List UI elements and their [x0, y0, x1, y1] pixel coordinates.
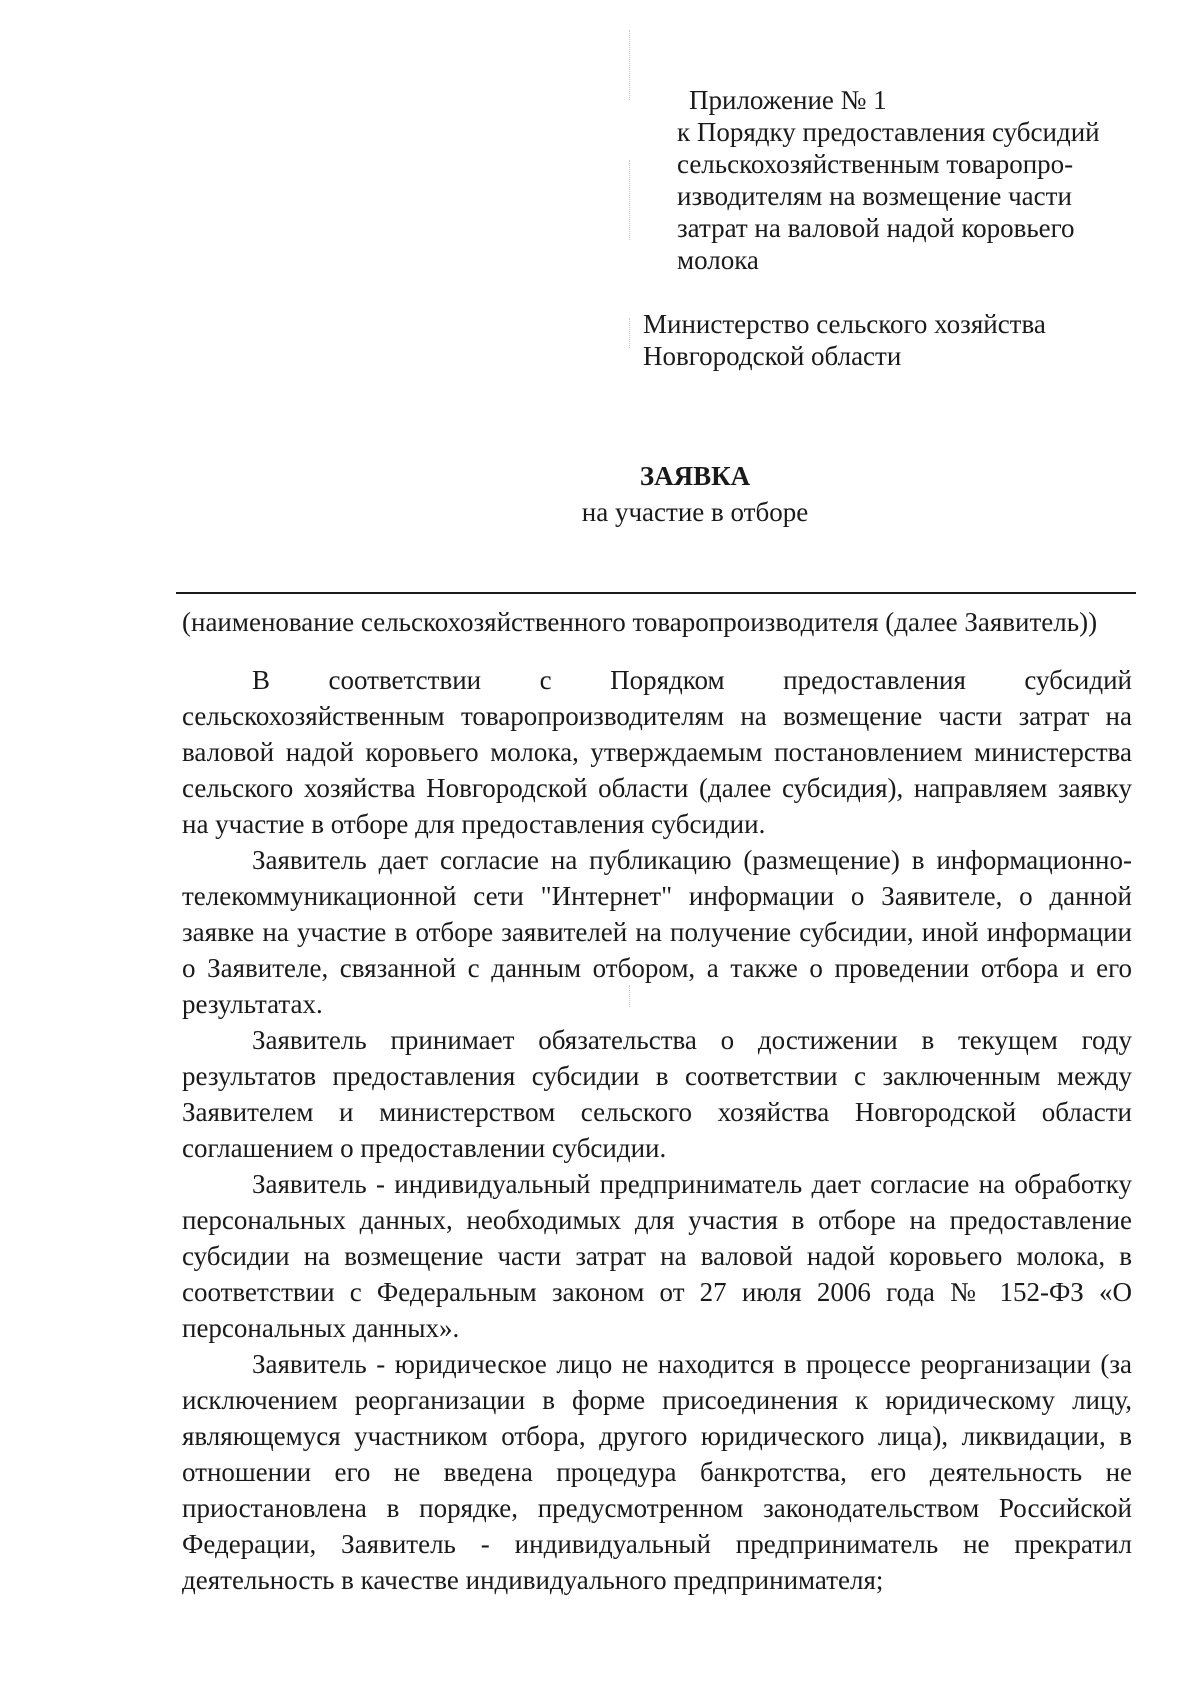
appendix-line: изводителям на возмещение части [677, 181, 1072, 211]
body-paragraph: Заявитель - индивидуальный предприниматель дает согласие на обработку персональных данных, необходимых для участия в отборе на предоставление субсидии на возмещение части затрат на валовой надой коровьего молока, в соответствии с Федеральным законом от 27 июля 2006 года № 152-ФЗ «О персональных данных». [182, 1169, 1132, 1343]
body-paragraph: Заявитель - юридическое лицо не находится в процессе реорганизации (за исключением реорганизации в форме присоединения к юридическому лицу, являющемуся участником отбора, другого юридического лица), ликвидации, в отношении его не введена процедура банкротства, его деятельность не приостановлена в порядке, предусмотренном законодательством Российской Федерации, Заявитель - индивидуальный предприниматель не прекратил деятельность в качестве индивидуального предпринимателя; [182, 1349, 1132, 1595]
appendix-line: затрат на валовой надой коровьего [677, 213, 1075, 243]
body-paragraph: В соответствии с Порядком предоставления субсидий сельскохозяйственным товаропроизводителям на возмещение части затрат на валовой надой коровьего молока, утверждаемым постановлением министерства сельского хозяйства Новгородской области (далее субсидия), направляем заявку на участие в отборе для предоставления субсидии. [182, 665, 1132, 839]
appendix-line: Приложение № 1 [689, 85, 887, 115]
appendix-reference [677, 84, 1137, 276]
addressee-line: Новгородской области [643, 341, 902, 371]
scan-artifact [629, 318, 631, 348]
body-paragraph: Заявитель дает согласие на публикацию (размещение) в информационно-телекоммуникационной сети "Интернет" информации о Заявителе, о данной заявке на участие в отборе заявителей на получение субсидии, иной информации о Заявителе, связанной с данным отбором, а также о проведении отбора и его результатах. [182, 845, 1132, 1019]
addressee-line: Министерство сельского хозяйства [643, 309, 1046, 339]
document-body [182, 662, 1132, 1598]
addressee-block [643, 308, 1123, 372]
scan-artifact [629, 160, 631, 240]
applicant-name-caption: (наименование сельскохозяйственного товаропроизводителя (далее Заявитель)) [182, 607, 1098, 637]
scan-artifact [629, 30, 631, 100]
body-paragraph: Заявитель принимает обязательства о достижении в текущем году результатов предоставления субсидии в соответствии с заключенным между Заявителем и министерством сельского хозяйства Новгородской области соглашением о предоставлении субсидии. [182, 1025, 1132, 1163]
appendix-line: молока [677, 245, 759, 275]
applicant-name-blank [176, 592, 1136, 594]
appendix-line: к Порядку предоставления субсидий [677, 117, 1100, 147]
appendix-line: сельскохозяйственным товаропро- [677, 149, 1074, 179]
document-subtitle: на участие в отборе [581, 497, 809, 527]
document-title: ЗАЯВКА [639, 461, 751, 491]
